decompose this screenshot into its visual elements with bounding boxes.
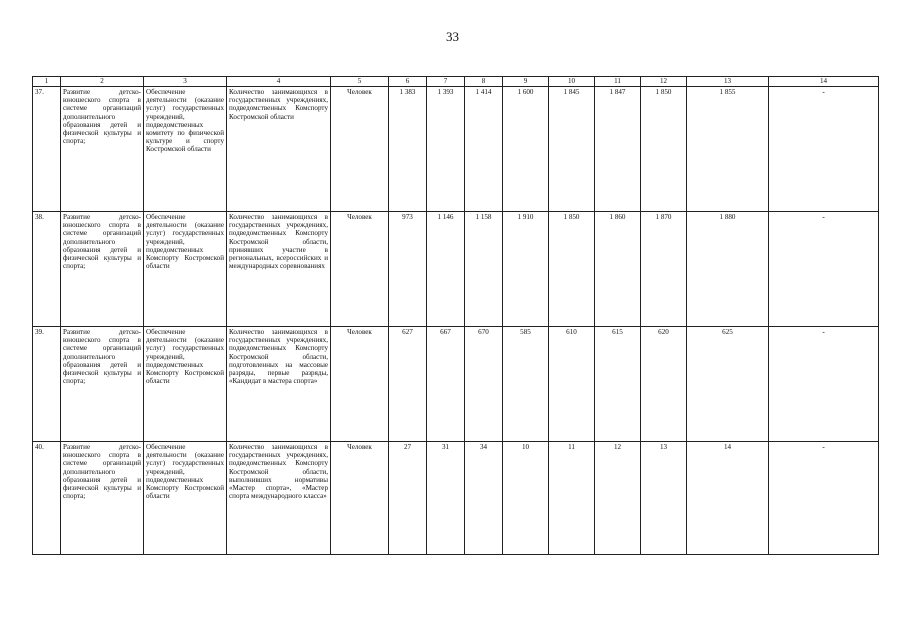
value-cell: 620 xyxy=(641,327,687,442)
table-row xyxy=(33,212,879,327)
indicator-cell: Количество занимающихся в государственных учреждениях, подведомственных Комспорту Костромской области, выполнивших нормативы «Мастер спорта», «Мастер спорта международного класса» xyxy=(227,442,331,555)
header-row xyxy=(33,77,879,87)
value-cell: 1 845 xyxy=(549,87,595,212)
value-cell: 1 860 xyxy=(595,212,641,327)
column-header: 5 xyxy=(331,77,389,87)
unit-cell: Человек xyxy=(331,87,389,212)
value-cell: 1 870 xyxy=(641,212,687,327)
column-header: 7 xyxy=(427,77,465,87)
value-cell: 12 xyxy=(595,442,641,555)
unit-cell: Человек xyxy=(331,327,389,442)
value-cell: 1 910 xyxy=(503,212,549,327)
page-number: 33 xyxy=(446,29,459,44)
task-cell: Обеспечение деятельности (оказание услуг) государственных учреждений, подведомственных Комспорту Костромской области xyxy=(144,327,227,442)
row-number: 38. xyxy=(33,212,61,327)
value-cell: 670 xyxy=(465,327,503,442)
unit-cell: Человек xyxy=(331,212,389,327)
indicator-cell: Количество занимающихся в государственных учреждениях, подведомственных Комспорту Костромской области, подготовленных на массовые разряды, первые разряды, «Кандидат в мастера спорта» xyxy=(227,327,331,442)
column-header: 11 xyxy=(595,77,641,87)
direction-cell: Развитие детско-юношеского спорта в системе организаций дополнительного образования детей и физической культуры и спорта; xyxy=(61,212,144,327)
value-cell: 1 600 xyxy=(503,87,549,212)
column-header: 10 xyxy=(549,77,595,87)
column-header: 14 xyxy=(769,77,879,87)
task-cell: Обеспечение деятельности (оказание услуг) государственных учреждений, подведомственных Комспорту Костромской области xyxy=(144,442,227,555)
value-cell: 625 xyxy=(687,327,769,442)
column-header: 2 xyxy=(61,77,144,87)
note-cell: - xyxy=(769,212,879,327)
column-header: 13 xyxy=(687,77,769,87)
task-cell: Обеспечение деятельности (оказание услуг) государственных учреждений, подведомственных комитету по физической культуре и спорту Костромской области xyxy=(144,87,227,212)
row-number: 40. xyxy=(33,442,61,555)
unit-cell: Человек xyxy=(331,442,389,555)
value-cell: 1 393 xyxy=(427,87,465,212)
note-cell: - xyxy=(769,87,879,212)
column-header: 8 xyxy=(465,77,503,87)
note-cell: - xyxy=(769,442,879,555)
column-header: 6 xyxy=(389,77,427,87)
column-header: 12 xyxy=(641,77,687,87)
task-cell: Обеспечение деятельности (оказание услуг) государственных учреждений, подведомственных Комспорту Костромской области xyxy=(144,212,227,327)
row-number: 37. xyxy=(33,87,61,212)
table-row xyxy=(33,327,879,442)
value-cell: 11 xyxy=(549,442,595,555)
value-cell: 1 146 xyxy=(427,212,465,327)
value-cell: 1 414 xyxy=(465,87,503,212)
value-cell: 1 850 xyxy=(549,212,595,327)
value-cell: 14 xyxy=(687,442,769,555)
column-header: 3 xyxy=(144,77,227,87)
indicators-table xyxy=(32,76,879,555)
indicator-cell: Количество занимающихся в государственных учреждениях, подведомственных Комспорту Костромской области, принявших участие в региональных, всероссийских и международных соревнованиях xyxy=(227,212,331,327)
value-cell: 34 xyxy=(465,442,503,555)
direction-cell: Развитие детско-юношеского спорта в системе организаций дополнительного образования детей и физической культуры и спорта; xyxy=(61,442,144,555)
value-cell: 1 850 xyxy=(641,87,687,212)
value-cell: 627 xyxy=(389,327,427,442)
value-cell: 10 xyxy=(503,442,549,555)
direction-cell: Развитие детско-юношеского спорта в системе организаций дополнительного образования детей и физической культуры и спорта; xyxy=(61,87,144,212)
value-cell: 1 847 xyxy=(595,87,641,212)
value-cell: 31 xyxy=(427,442,465,555)
value-cell: 973 xyxy=(389,212,427,327)
column-header: 9 xyxy=(503,77,549,87)
value-cell: 1 880 xyxy=(687,212,769,327)
direction-cell: Развитие детско-юношеского спорта в системе организаций дополнительного образования детей и физической культуры и спорта; xyxy=(61,327,144,442)
value-cell: 1 855 xyxy=(687,87,769,212)
table-row xyxy=(33,442,879,555)
indicator-cell: Количество занимающихся в государственных учреждениях, подведомственных Комспорту Костромской области xyxy=(227,87,331,212)
value-cell: 610 xyxy=(549,327,595,442)
column-header: 1 xyxy=(33,77,61,87)
value-cell: 615 xyxy=(595,327,641,442)
column-header: 4 xyxy=(227,77,331,87)
row-number: 39. xyxy=(33,327,61,442)
value-cell: 27 xyxy=(389,442,427,555)
value-cell: 667 xyxy=(427,327,465,442)
note-cell: - xyxy=(769,327,879,442)
table-row xyxy=(33,87,879,212)
value-cell: 1 383 xyxy=(389,87,427,212)
value-cell: 13 xyxy=(641,442,687,555)
value-cell: 1 158 xyxy=(465,212,503,327)
value-cell: 585 xyxy=(503,327,549,442)
